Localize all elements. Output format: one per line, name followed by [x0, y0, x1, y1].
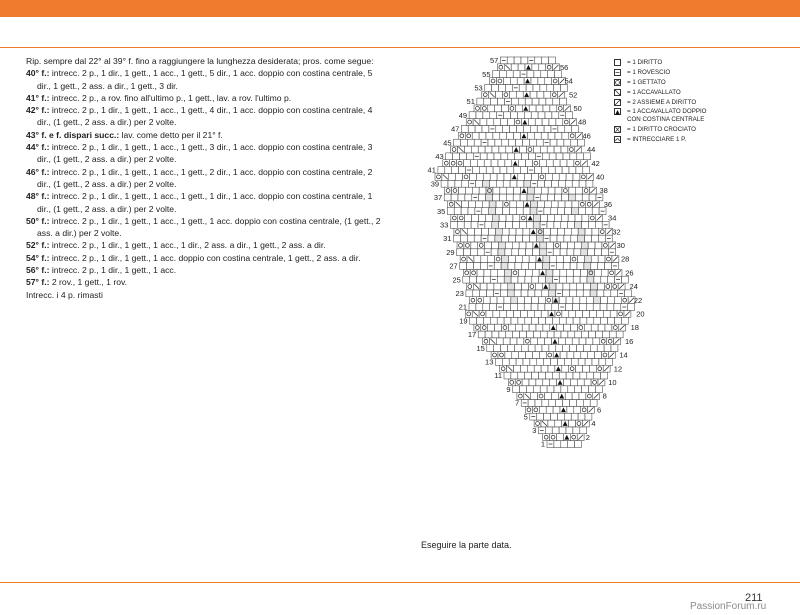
row-number-right: 54 — [564, 76, 573, 86]
legend-label: = 1 ROVESCIO — [627, 68, 671, 76]
row-number-right: 10 — [608, 378, 617, 387]
row-number-left: 29 — [446, 247, 455, 257]
row-number-right: 28 — [620, 254, 630, 264]
row-number-right: 42 — [591, 158, 600, 168]
row-number-right: 40 — [596, 172, 605, 182]
instruction-row-label: 57° f.: — [26, 277, 50, 288]
footer-rule — [0, 582, 800, 583]
instruction-row-text: intrecc. 2 p., 1 dir., 1 gett., 1 acc., 1 gett., 1 acc. doppio con costina centrale, (1 gett., 2 ass. a dir.) per 2 volte. — [37, 215, 381, 239]
circle-icon — [614, 79, 621, 86]
instruction-row-label: 40° f.: — [26, 68, 50, 79]
row-number-left: 7 — [515, 398, 520, 408]
legend-item — [614, 99, 794, 107]
row-number-left: 43 — [435, 151, 444, 161]
row-number-right: 34 — [608, 213, 617, 223]
legend-label: = 1 DIRITTO — [627, 59, 663, 66]
row-number-right: 18 — [630, 323, 639, 333]
header-accent-bar — [0, 0, 800, 17]
row-number-right: 22 — [633, 295, 643, 305]
legend-label: = 2 ASSIEME A DIRITTO — [627, 98, 697, 106]
row-number-left: 47 — [450, 124, 460, 134]
row-number-left: 19 — [459, 316, 468, 326]
row-number-right: 2 — [585, 432, 590, 442]
instruction-row — [26, 104, 386, 129]
instruction-row — [26, 264, 386, 276]
instruction-row-label: 50° f.: — [26, 215, 50, 226]
row-number-left: 15 — [476, 343, 485, 353]
legend-item — [614, 59, 794, 67]
instruction-row — [26, 190, 386, 215]
row-number-left: 49 — [458, 110, 468, 120]
instruction-row-label: 46° f.: — [26, 166, 50, 177]
instruction-row-text: intrecc. 2 p., 1 dir., 1 gett., 1 acc., 1 dir., 2 ass. a dir., 1 gett., 2 ass. a dir. — [49, 240, 326, 251]
legend-label: = 1 DIRITTO CROCIATO — [627, 125, 696, 133]
row-number-right: 26 — [625, 268, 634, 278]
legend-item — [614, 126, 794, 134]
row-number-right: 24 — [629, 282, 638, 292]
instruction-row — [26, 67, 386, 92]
row-number-left: 13 — [485, 357, 494, 367]
instruction-row-label: 44° f.: — [26, 142, 50, 153]
row-number-left: 41 — [427, 165, 436, 175]
legend-item — [614, 69, 794, 77]
instruction-row-label: 48° f.: — [26, 191, 50, 202]
instruction-row-text: intrecc. 2 p., 1 dir., 1 gett., 1 acc., 1 gett., 5 dir., 1 acc. doppio con costina centrale, 5 dir., 1 gett., 2 ass. a dir., 1 gett., 3 dir. — [37, 68, 373, 91]
empty-icon — [614, 59, 621, 66]
backslash-icon — [614, 89, 621, 96]
instructions-intro: Rip. sempre dal 22° al 39° f. fino a raggiungere la lunghezza desiderata; pros. come segue: — [26, 56, 374, 66]
instruction-row — [26, 166, 386, 191]
row-number-right: 6 — [597, 405, 602, 415]
row-number-right: 52 — [569, 90, 578, 100]
instruction-row-text: intrecc. 2 p., 1 dir., 1 gett., 1 acc., 1 gett., 4 dir., 1 acc. doppio con costina centrale, 4 dir., (1 gett., 2 ass. a dir.) per 2 volte. — [37, 105, 373, 128]
row-number-left: 11 — [494, 371, 502, 381]
row-number-right: 32 — [612, 227, 621, 237]
header-rule — [0, 47, 800, 48]
instruction-row-text: lav. come detto per il 21° f. — [119, 129, 223, 140]
crossed-icon — [614, 126, 621, 133]
row-number-right: 20 — [636, 309, 645, 319]
row-number-right: 30 — [616, 241, 625, 250]
row-number-right: 8 — [602, 391, 607, 401]
row-number-right: 16 — [625, 336, 634, 346]
instruction-row-text: intrecc. 2 p., 1 dir., 1 gett., 1 acc., 1 gett., 2 dir., 1 acc. doppio con costina centrale, 2 dir., (1 gett., 2 ass. a dir.) per 2 volte. — [37, 166, 373, 189]
row-number-left: 9 — [506, 384, 511, 394]
row-number-left: 1 — [540, 439, 545, 449]
instruction-row — [26, 239, 386, 251]
instruction-row-label: 56° f.: — [26, 265, 50, 276]
instructions-text — [26, 55, 386, 301]
chart-legend — [614, 59, 794, 146]
row-number-right: 46 — [582, 131, 591, 141]
instruction-row-text: intrecc. 2 p., a rov. fino all'ultimo p., 1 gett., lav. a rov. l'ultimo p. — [49, 92, 292, 103]
legend-item — [614, 108, 794, 123]
row-number-right: 36 — [603, 199, 613, 209]
legend-item — [614, 79, 794, 87]
legend-label: = 1 ACCAVALLATO DOPPIO CON COSTINA CENTRALE — [627, 108, 707, 124]
row-number-right: 44 — [587, 145, 596, 155]
instruction-row-text: intrecc. 2 p., 1 dir., 1 gett., 1 acc. doppio con costina centrale, 1 gett., 2 ass. a dir. — [49, 252, 361, 263]
instruction-row-label: 42° f.: — [26, 105, 50, 116]
row-number-right: 48 — [578, 117, 587, 127]
row-number-left: 35 — [436, 206, 446, 216]
instruction-row-text: intrecc. 2 p., 1 dir., 1 gett., 1 acc., 1 gett., 1 dir., 1 acc. doppio con costina centrale, 1 dir., (1 gett., 2 ass. a dir.) per 2 volte. — [37, 191, 373, 214]
instruction-row — [26, 129, 386, 141]
instruction-row — [26, 92, 386, 104]
dash-icon — [614, 69, 621, 76]
instruction-row-label: 43° f. e f. dispari succ.: — [26, 129, 120, 140]
row-number-left: 23 — [455, 288, 464, 298]
instruction-row-label: 54° f.: — [26, 252, 50, 263]
legend-item — [614, 136, 794, 144]
legend-label: = 1 ACCAVALLATO — [627, 88, 681, 96]
instruction-row-label: 52° f.: — [26, 240, 50, 251]
row-number-left: 51 — [466, 97, 475, 107]
row-number-left: 55 — [482, 69, 491, 79]
row-number-right: 14 — [619, 350, 628, 360]
row-number-left: 39 — [430, 179, 440, 189]
instruction-row-text: 2 rov., 1 gett., 1 rov. — [49, 277, 128, 288]
triangle-icon — [614, 108, 621, 115]
instruction-row — [26, 276, 386, 288]
bindoff-icon — [614, 136, 621, 143]
row-number-left: 37 — [433, 193, 443, 203]
row-number-right: 12 — [613, 364, 623, 374]
instruction-row — [26, 252, 386, 264]
row-number-left: 17 — [467, 330, 477, 340]
instruction-row-text: intrecc. 2 p., 1 dir., 1 gett., 1 acc. — [49, 265, 177, 276]
instruction-row-label: 41° f.: — [26, 92, 50, 103]
legend-item — [614, 89, 794, 97]
row-number-left: 53 — [474, 83, 483, 93]
row-number-left: 25 — [452, 275, 461, 285]
row-number-left: 3 — [532, 425, 537, 435]
page-number: 211 — [745, 592, 763, 604]
row-number-left: 27 — [449, 261, 458, 271]
row-number-right: 4 — [591, 419, 596, 429]
row-number-left: 31 — [443, 234, 452, 244]
watermark: PassionForum.ru — [690, 601, 767, 612]
row-number-left: 5 — [523, 412, 528, 422]
instruction-row-text: intrecc. 2 p., 1 dir., 1 gett., 1 acc., 1 gett., 3 dir., 1 acc. doppio con costina centrale, 3 dir., (1 gett., 2 ass. a dir.) per 2 volte. — [37, 142, 373, 165]
row-number-left: 21 — [458, 302, 467, 312]
instruction-rows — [26, 67, 386, 288]
row-number-left: 45 — [443, 138, 452, 148]
row-number-left: 57 — [489, 56, 499, 66]
row-number-right: 56 — [560, 62, 569, 72]
slash-icon — [614, 99, 621, 106]
instruction-row — [26, 215, 386, 240]
chart-caption: Eseguire la parte data. — [421, 540, 512, 550]
instructions-outro: Intrecc. i 4 p. rimasti — [26, 289, 103, 300]
legend-label: = INTRECCIARE 1 P. — [627, 135, 687, 143]
row-number-left: 33 — [440, 220, 449, 230]
row-number-right: 38 — [599, 186, 608, 196]
instruction-row — [26, 141, 386, 166]
row-number-right: 50 — [573, 104, 582, 113]
legend-label: = 1 GETTATO — [627, 78, 666, 86]
